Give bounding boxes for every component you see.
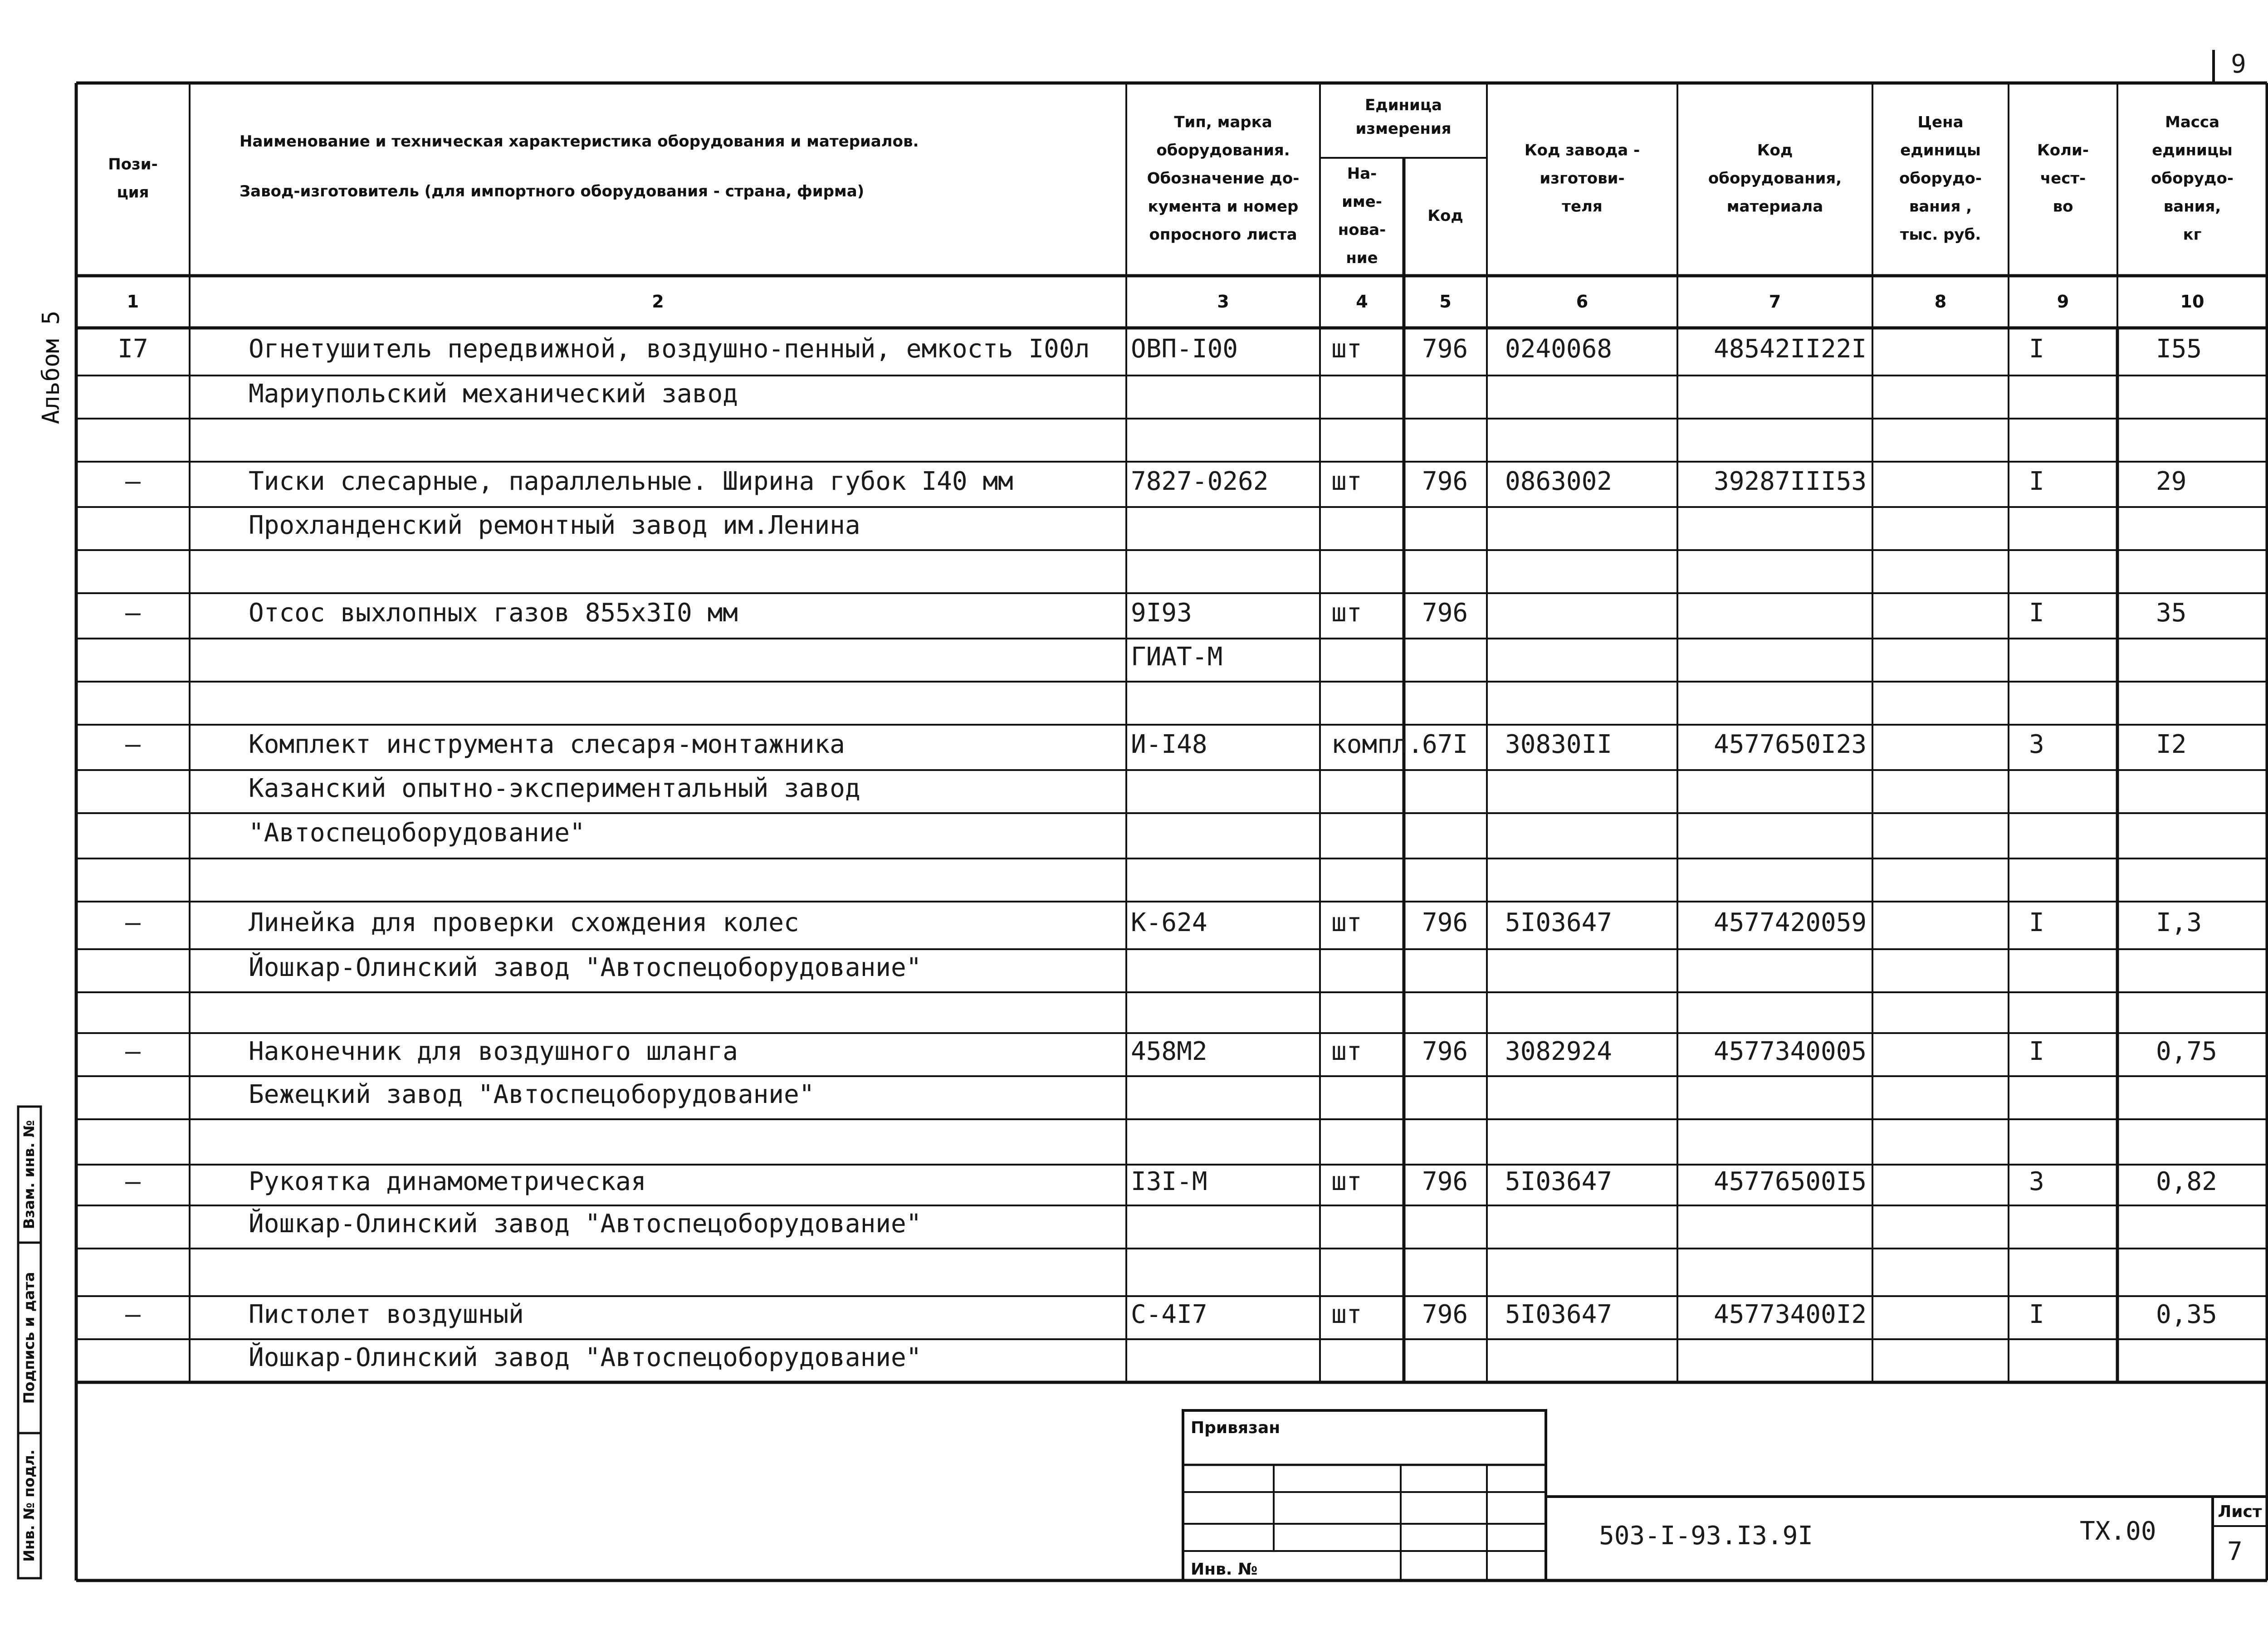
sheet-value: 7 — [2227, 1537, 2243, 1566]
cell-equip-code: 39287III53 — [1714, 467, 1867, 496]
column-header-text: Наименование и техническая характеристика оборудования и материалов. — [240, 132, 919, 151]
stamp-bound-label: Привязан — [1191, 1419, 1281, 1437]
cell-unit-code: 796 — [1422, 1299, 1468, 1329]
cell-name: Прохланденский ремонтный завод им.Ленина — [249, 510, 860, 540]
cell-unit-code: 796 — [1422, 908, 1468, 938]
column-header-text: ция — [117, 183, 149, 202]
column-header-text: Код — [1757, 141, 1793, 160]
cell-factory-code: 5I03647 — [1505, 1166, 1613, 1196]
cell-name: Йошкар-Олинский завод "Автоспецоборудование" — [249, 1209, 922, 1239]
side-vzam: Взам. инв. № — [20, 1120, 38, 1229]
column-header-text: Обозначение до- — [1147, 169, 1300, 188]
cell-factory-code: 3082924 — [1505, 1036, 1613, 1066]
cell-pos: – — [125, 908, 141, 938]
column-header-text: нова- — [1338, 221, 1386, 239]
cell-unit-code: 796 — [1422, 467, 1468, 496]
cell-type: ГИАТ-М — [1131, 642, 1223, 672]
cell-mass: I2 — [2156, 730, 2187, 759]
cell-qty: I — [2029, 467, 2044, 496]
column-header-text: во — [2053, 197, 2073, 216]
side-inv-podl: Инв. № подл. — [20, 1449, 38, 1562]
doc-code: 503-I-93.I3.9I — [1599, 1521, 1813, 1551]
cell-equip-code: 4577340005 — [1714, 1036, 1867, 1066]
column-header-text: оборудо- — [1899, 169, 1982, 188]
column-header-text: Цена — [1917, 113, 1964, 132]
cell-type: К-624 — [1131, 908, 1207, 938]
cell-name: Огнетушитель передвижной, воздушно-пенный, емкость I00л — [249, 334, 1090, 364]
cell-name: Линейка для проверки схождения колес — [249, 908, 799, 938]
column-header-text: Пози- — [108, 155, 158, 174]
cell-type: 7827-0262 — [1131, 467, 1269, 496]
cell-mass: 35 — [2156, 598, 2187, 628]
cell-name: Бежецкий завод "Автоспецоборудование" — [249, 1079, 815, 1109]
cell-name: Комплект инструмента слесаря-монтажника — [249, 730, 845, 759]
column-header-text: кумента и номер — [1148, 197, 1299, 216]
cell-qty: 3 — [2029, 730, 2044, 759]
column-number: 3 — [1217, 292, 1229, 312]
cell-pos: – — [125, 1299, 141, 1329]
cell-unit: шт — [1331, 1299, 1362, 1329]
cell-unit-code: 796 — [1422, 1166, 1468, 1196]
cell-qty: I — [2029, 1299, 2044, 1329]
column-header-text: вания , — [1909, 197, 1972, 216]
column-header-text: Код завода - — [1524, 141, 1640, 160]
cell-mass: I,3 — [2156, 908, 2202, 938]
cell-unit-code: 796 — [1422, 1036, 1468, 1066]
cell-unit: шт — [1331, 598, 1362, 628]
cell-unit: шт — [1331, 908, 1362, 938]
cell-pos: – — [125, 1166, 141, 1196]
cell-pos: – — [125, 1036, 141, 1066]
column-number: 1 — [127, 292, 139, 312]
cell-qty: I — [2029, 908, 2044, 938]
cell-name: Казанский опытно-экспериментальный завод — [249, 773, 860, 803]
cell-unit: шт — [1331, 1036, 1362, 1066]
album-label: Альбом 5 — [38, 310, 65, 424]
cell-factory-code: 5I03647 — [1505, 1299, 1613, 1329]
cell-name: Мариупольский механический завод — [249, 379, 738, 409]
cell-type: И-I48 — [1131, 730, 1207, 759]
cell-mass: 0,35 — [2156, 1299, 2217, 1329]
cell-qty: I — [2029, 334, 2044, 364]
cell-type: 9I93 — [1131, 598, 1192, 628]
cell-unit: шт — [1331, 1166, 1362, 1196]
column-header-text: единицы — [2152, 141, 2233, 160]
column-number: 4 — [1356, 292, 1368, 312]
column-number: 9 — [2057, 292, 2069, 312]
cell-type: 458М2 — [1131, 1036, 1207, 1066]
cell-unit: шт — [1331, 334, 1362, 364]
cell-pos: – — [125, 467, 141, 496]
cell-type: ОВП-I00 — [1131, 334, 1238, 364]
cell-unit-code: 796 — [1422, 598, 1468, 628]
unit-group-header: Единица — [1365, 96, 1442, 114]
column-header-text: Код — [1427, 207, 1463, 225]
column-header-text: оборудования. — [1156, 141, 1290, 160]
cell-pos: – — [125, 730, 141, 759]
cell-mass: 0,75 — [2156, 1036, 2217, 1066]
cell-pos: I7 — [117, 334, 148, 364]
sheet-number: 9 — [2231, 49, 2246, 79]
cell-unit-code: 796 — [1422, 334, 1468, 364]
cell-factory-code: 30830II — [1505, 730, 1613, 759]
column-number: 8 — [1934, 292, 1947, 312]
column-header-text: оборудо- — [2151, 169, 2234, 188]
column-header-text: тыс. руб. — [1900, 225, 1981, 244]
doc-mark: ТХ.00 — [2080, 1517, 2156, 1546]
column-header-text: чест- — [2040, 169, 2086, 188]
side-podpis: Подпись и дата — [20, 1272, 38, 1404]
column-header-text: ние — [1346, 249, 1378, 267]
cell-pos: – — [125, 598, 141, 628]
column-number: 10 — [2180, 292, 2204, 312]
column-number: 2 — [652, 292, 664, 312]
stamp-inv-label: Инв. № — [1191, 1560, 1258, 1579]
cell-mass: 29 — [2156, 467, 2187, 496]
cell-unit: компл. — [1331, 730, 1423, 759]
cell-type: С-4I7 — [1131, 1299, 1207, 1329]
cell-unit: шт — [1331, 467, 1362, 496]
column-header-text: теля — [1562, 197, 1603, 216]
cell-name: Йошкар-Олинский завод "Автоспецоборудование" — [249, 1342, 922, 1372]
column-header-text: оборудования, — [1708, 169, 1842, 188]
cell-equip-code: 45776500I5 — [1714, 1166, 1867, 1196]
column-header-text: изготови- — [1540, 169, 1625, 188]
column-header-text: кг — [2183, 225, 2202, 244]
column-header-text: вания, — [2163, 197, 2221, 216]
column-header-text: Масса — [2165, 113, 2220, 132]
sheet-label: Лист — [2218, 1502, 2262, 1521]
cell-unit-code: 67I — [1422, 730, 1468, 759]
column-header-text: единицы — [1900, 141, 1981, 160]
cell-equip-code: 4577420059 — [1714, 908, 1867, 938]
cell-factory-code: 5I03647 — [1505, 908, 1613, 938]
cell-factory-code: 0240068 — [1505, 334, 1613, 364]
cell-equip-code: 4577650I23 — [1714, 730, 1867, 759]
cell-equip-code: 45773400I2 — [1714, 1299, 1867, 1329]
column-header-text: материала — [1726, 197, 1823, 216]
column-number: 7 — [1769, 292, 1781, 312]
cell-factory-code: 0863002 — [1505, 467, 1613, 496]
cell-name: Тиски слесарные, параллельные. Ширина губок I40 мм — [249, 467, 1013, 496]
cell-name: Отсос выхлопных газов 855х3I0 мм — [249, 598, 738, 628]
cell-name: Йошкар-Олинский завод "Автоспецоборудование" — [249, 952, 922, 982]
column-header-text: Коли- — [2037, 141, 2089, 160]
cell-name: Рукоятка динамометрическая — [249, 1166, 646, 1196]
column-header-text: Тип, марка — [1174, 113, 1272, 132]
cell-type: I3I-М — [1131, 1166, 1207, 1196]
cell-equip-code: 48542II22I — [1714, 334, 1867, 364]
column-number: 5 — [1439, 292, 1452, 312]
cell-mass: I55 — [2156, 334, 2202, 364]
cell-mass: 0,82 — [2156, 1166, 2217, 1196]
column-header-text: име- — [1342, 193, 1382, 211]
cell-name: Пистолет воздушный — [249, 1299, 524, 1329]
column-header-text: Завод-изготовитель (для импортного оборудования - страна, фирма) — [240, 182, 865, 200]
cell-name: Наконечник для воздушного шланга — [249, 1036, 738, 1066]
column-header-text: опросного листа — [1149, 225, 1297, 244]
cell-qty: 3 — [2029, 1166, 2044, 1196]
column-header-text: На- — [1347, 165, 1377, 183]
cell-name: "Автоспецоборудование" — [249, 818, 585, 848]
cell-qty: I — [2029, 598, 2044, 628]
unit-group-header: измерения — [1355, 120, 1452, 138]
column-number: 6 — [1576, 292, 1589, 312]
cell-qty: I — [2029, 1036, 2044, 1066]
